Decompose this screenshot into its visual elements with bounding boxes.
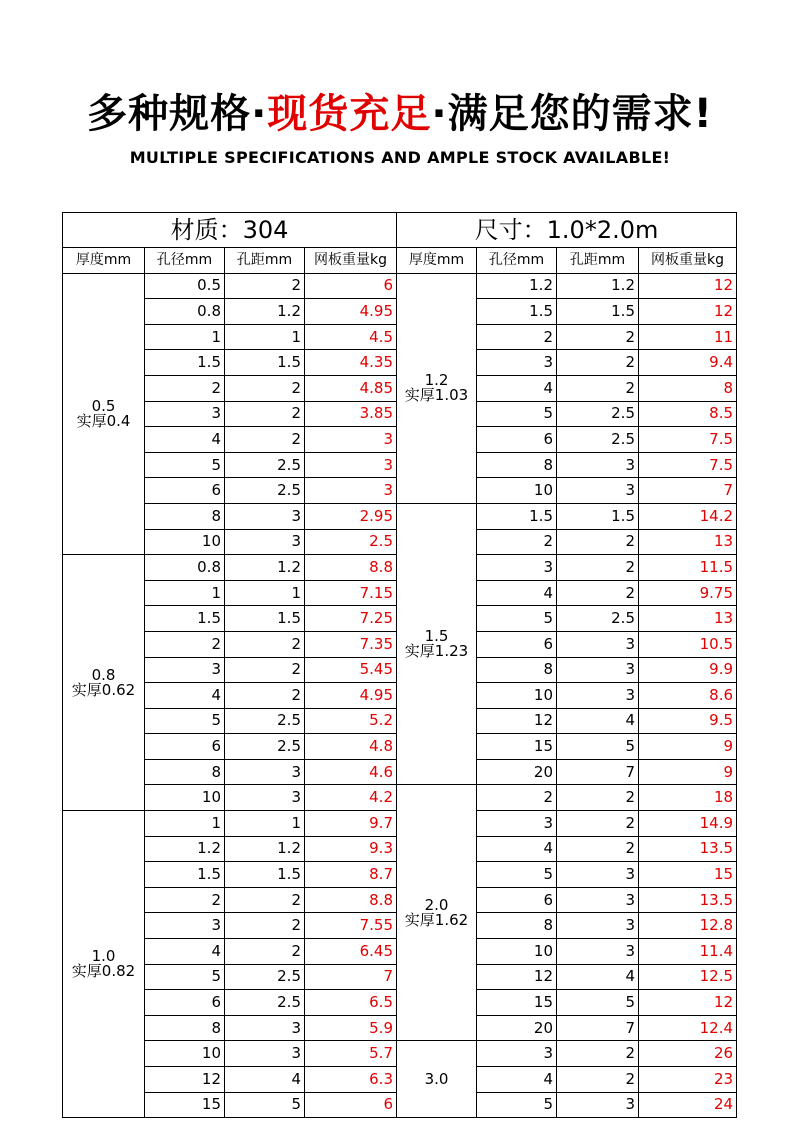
weight-cell: 9.9 [639,657,737,683]
weight-cell: 12.8 [639,913,737,939]
hole-diameter-cell: 12 [477,964,557,990]
actual-thickness: 实厚1.23 [404,642,469,661]
hole-diameter-cell: 4 [145,427,225,453]
hole-pitch-cell: 5 [557,734,639,760]
page-title [0,82,800,139]
weight-cell: 3.85 [305,401,397,427]
weight-cell: 7 [639,478,737,504]
thickness-value: 1.5 [424,627,449,646]
table-row [63,503,737,529]
hole-diameter-cell: 0.8 [145,299,225,325]
hole-diameter-cell: 6 [145,734,225,760]
hole-diameter-cell: 5 [477,401,557,427]
weight-cell: 6 [305,1092,397,1118]
hole-diameter-cell: 3 [145,913,225,939]
weight-cell: 8.8 [305,887,397,913]
actual-thickness: 实厚0.62 [71,680,136,699]
hole-diameter-cell: 3 [477,350,557,376]
hole-diameter-cell: 5 [477,1092,557,1118]
title-part-1: 多种规格· [87,91,268,137]
hole-pitch-cell: 2 [225,375,305,401]
weight-cell: 7.5 [639,452,737,478]
hole-pitch-cell: 1.2 [557,273,639,299]
weight-cell: 10.5 [639,631,737,657]
hole-diameter-cell: 8 [145,759,225,785]
hole-pitch-cell: 5 [557,990,639,1016]
hole-pitch-cell: 3 [557,939,639,965]
weight-cell: 4.85 [305,375,397,401]
hole-diameter-cell: 8 [477,452,557,478]
title-part-3: ·满足您的需求! [431,91,713,137]
hole-pitch-cell: 1.5 [557,299,639,325]
weight-cell: 13 [639,529,737,555]
weight-cell: 7.25 [305,606,397,632]
hole-pitch-cell: 2 [557,324,639,350]
hole-pitch-cell: 4 [225,1067,305,1093]
weight-cell: 12.5 [639,964,737,990]
hole-pitch-cell: 3 [225,503,305,529]
hole-diameter-cell: 1 [145,580,225,606]
hole-pitch-cell: 2.5 [225,452,305,478]
weight-cell: 8.6 [639,683,737,709]
weight-cell: 26 [639,1041,737,1067]
weight-cell: 11.5 [639,555,737,581]
weight-cell: 9.3 [305,836,397,862]
hole-pitch-cell: 3 [225,785,305,811]
hole-pitch-cell: 1.5 [225,862,305,888]
hole-diameter-cell: 3 [145,657,225,683]
spec-table [62,212,737,1118]
hole-pitch-cell: 2 [557,811,639,837]
hole-pitch-cell: 2 [225,913,305,939]
hole-diameter-cell: 15 [477,990,557,1016]
hole-diameter-cell: 20 [477,759,557,785]
hole-pitch-cell: 1.2 [225,299,305,325]
hole-pitch-cell: 2 [557,785,639,811]
hole-pitch-cell: 2 [225,683,305,709]
material-label: 材质：304 [63,213,397,248]
thickness-value: 1.2 [424,371,449,390]
weight-cell: 5.9 [305,1015,397,1041]
column-header: 厚度mm [63,248,145,274]
hole-diameter-cell: 0.8 [145,555,225,581]
weight-cell: 4.35 [305,350,397,376]
hole-diameter-cell: 1.5 [145,606,225,632]
hole-diameter-cell: 3 [477,811,557,837]
hole-pitch-cell: 2.5 [225,990,305,1016]
weight-cell: 24 [639,1092,737,1118]
weight-cell: 8 [639,375,737,401]
weight-cell: 4.5 [305,324,397,350]
weight-cell: 8.5 [639,401,737,427]
thickness-group-cell [63,555,145,811]
weight-cell: 4.2 [305,785,397,811]
column-header: 网板重量kg [639,248,737,274]
column-header: 孔距mm [225,248,305,274]
thickness-value: 3.0 [424,1069,449,1088]
hole-pitch-cell: 3 [557,683,639,709]
hole-pitch-cell: 1.5 [225,606,305,632]
weight-cell: 11.4 [639,939,737,965]
hole-pitch-cell: 3 [557,887,639,913]
thickness-group-cell [397,1041,477,1118]
hole-pitch-cell: 3 [225,1041,305,1067]
hole-pitch-cell: 1 [225,811,305,837]
hole-pitch-cell: 3 [557,452,639,478]
table-row [63,1041,737,1067]
hole-pitch-cell: 2 [557,1067,639,1093]
weight-cell: 9.5 [639,708,737,734]
hole-diameter-cell: 5 [145,708,225,734]
weight-cell: 18 [639,785,737,811]
weight-cell: 13.5 [639,836,737,862]
hole-diameter-cell: 1.5 [145,862,225,888]
weight-cell: 6.45 [305,939,397,965]
weight-cell: 12 [639,273,737,299]
hole-diameter-cell: 6 [477,631,557,657]
thickness-value: 2.0 [424,895,449,914]
column-header: 孔径mm [145,248,225,274]
hole-pitch-cell: 2.5 [225,478,305,504]
weight-cell: 7.5 [639,427,737,453]
hole-pitch-cell: 1 [225,324,305,350]
hole-diameter-cell: 6 [145,478,225,504]
hole-diameter-cell: 12 [145,1067,225,1093]
weight-cell: 3 [305,427,397,453]
weight-cell: 4.8 [305,734,397,760]
hole-pitch-cell: 2 [225,939,305,965]
hole-diameter-cell: 15 [477,734,557,760]
actual-thickness: 实厚1.03 [404,386,469,405]
hole-diameter-cell: 10 [477,478,557,504]
hole-diameter-cell: 2 [145,375,225,401]
hole-diameter-cell: 6 [477,427,557,453]
weight-cell: 9.75 [639,580,737,606]
hole-diameter-cell: 8 [477,657,557,683]
weight-cell: 6.3 [305,1067,397,1093]
hole-pitch-cell: 1.2 [225,836,305,862]
hole-pitch-cell: 2 [557,375,639,401]
weight-cell: 12.4 [639,1015,737,1041]
hole-pitch-cell: 3 [557,862,639,888]
actual-thickness: 实厚1.62 [404,910,469,929]
column-header: 孔径mm [477,248,557,274]
hole-pitch-cell: 2 [557,836,639,862]
weight-cell: 7.55 [305,913,397,939]
weight-cell: 7.15 [305,580,397,606]
hole-pitch-cell: 2 [557,529,639,555]
hole-pitch-cell: 2.5 [225,734,305,760]
hole-diameter-cell: 10 [477,939,557,965]
hole-diameter-cell: 5 [477,862,557,888]
hole-diameter-cell: 3 [145,401,225,427]
weight-cell: 5.7 [305,1041,397,1067]
hole-pitch-cell: 2.5 [557,427,639,453]
hole-diameter-cell: 4 [477,836,557,862]
weight-cell: 2.95 [305,503,397,529]
weight-cell: 12 [639,299,737,325]
hole-diameter-cell: 1 [145,811,225,837]
thickness-value: 1.0 [91,947,116,966]
page-subtitle: MULTIPLE SPECIFICATIONS AND AMPLE STOCK AVAILABLE! [129,148,671,167]
hole-pitch-cell: 2 [557,580,639,606]
hole-pitch-cell: 4 [557,964,639,990]
thickness-group-cell [63,273,145,555]
hole-diameter-cell: 2 [145,631,225,657]
hole-diameter-cell: 8 [145,503,225,529]
hole-pitch-cell: 2 [225,427,305,453]
actual-thickness: 实厚0.82 [71,962,136,981]
hole-pitch-cell: 3 [557,913,639,939]
hole-pitch-cell: 3 [225,759,305,785]
weight-cell: 3 [305,478,397,504]
hole-pitch-cell: 2 [225,273,305,299]
hole-diameter-cell: 4 [477,375,557,401]
hole-pitch-cell: 2.5 [557,401,639,427]
hole-pitch-cell: 5 [225,1092,305,1118]
hole-pitch-cell: 2 [557,1041,639,1067]
hole-diameter-cell: 3 [477,555,557,581]
weight-cell: 4.95 [305,683,397,709]
hole-pitch-cell: 2.5 [557,606,639,632]
hole-diameter-cell: 6 [477,887,557,913]
hole-pitch-cell: 2 [225,887,305,913]
hole-pitch-cell: 1.5 [225,350,305,376]
weight-cell: 5.45 [305,657,397,683]
weight-cell: 7 [305,964,397,990]
hole-diameter-cell: 4 [145,683,225,709]
table-row [63,785,737,811]
hole-diameter-cell: 10 [477,683,557,709]
hole-diameter-cell: 2 [145,887,225,913]
hole-pitch-cell: 7 [557,1015,639,1041]
weight-cell: 12 [639,990,737,1016]
weight-cell: 9.7 [305,811,397,837]
hole-pitch-cell: 3 [225,1015,305,1041]
hole-diameter-cell: 5 [145,964,225,990]
hole-diameter-cell: 5 [145,452,225,478]
hole-pitch-cell: 1.5 [557,503,639,529]
table-title-row [63,213,737,248]
hole-pitch-cell: 2 [225,401,305,427]
weight-cell: 9 [639,759,737,785]
actual-thickness: 实厚0.4 [76,411,131,430]
weight-cell: 8.7 [305,862,397,888]
hole-pitch-cell: 7 [557,759,639,785]
weight-cell: 4.95 [305,299,397,325]
table-row [63,273,737,299]
weight-cell: 6 [305,273,397,299]
weight-cell: 6.5 [305,990,397,1016]
weight-cell: 9.4 [639,350,737,376]
thickness-value: 0.5 [91,396,116,415]
weight-cell: 2.5 [305,529,397,555]
thickness-group-cell [397,503,477,785]
hole-diameter-cell: 12 [477,708,557,734]
hole-diameter-cell: 1 [145,324,225,350]
hole-diameter-cell: 2 [477,324,557,350]
hole-diameter-cell: 2 [477,529,557,555]
hole-diameter-cell: 3 [477,1041,557,1067]
column-header: 厚度mm [397,248,477,274]
thickness-value: 0.8 [91,665,116,684]
hole-pitch-cell: 3 [225,529,305,555]
hole-diameter-cell: 5 [477,606,557,632]
hole-diameter-cell: 4 [145,939,225,965]
weight-cell: 3 [305,452,397,478]
hole-pitch-cell: 2 [225,657,305,683]
hole-pitch-cell: 2 [225,631,305,657]
column-header: 网板重量kg [305,248,397,274]
hole-pitch-cell: 3 [557,631,639,657]
weight-cell: 4.6 [305,759,397,785]
hole-diameter-cell: 10 [145,785,225,811]
hole-diameter-cell: 8 [145,1015,225,1041]
hole-diameter-cell: 1.5 [477,503,557,529]
weight-cell: 8.8 [305,555,397,581]
hole-diameter-cell: 4 [477,1067,557,1093]
hole-pitch-cell: 2 [557,350,639,376]
spec-table-body [63,213,737,1118]
weight-cell: 14.2 [639,503,737,529]
hole-diameter-cell: 10 [145,1041,225,1067]
hole-pitch-cell: 3 [557,478,639,504]
hole-diameter-cell: 0.5 [145,273,225,299]
hole-diameter-cell: 4 [477,580,557,606]
weight-cell: 7.35 [305,631,397,657]
weight-cell: 9 [639,734,737,760]
hole-diameter-cell: 10 [145,529,225,555]
weight-cell: 13.5 [639,887,737,913]
weight-cell: 5.2 [305,708,397,734]
column-header: 孔距mm [557,248,639,274]
hole-diameter-cell: 20 [477,1015,557,1041]
hole-diameter-cell: 1.2 [145,836,225,862]
hole-pitch-cell: 3 [557,1092,639,1118]
weight-cell: 14.9 [639,811,737,837]
hole-diameter-cell: 1.2 [477,273,557,299]
title-highlight: 现货充足 [267,91,432,137]
thickness-group-cell [63,811,145,1118]
hole-diameter-cell: 15 [145,1092,225,1118]
hole-diameter-cell: 1.5 [477,299,557,325]
weight-cell: 23 [639,1067,737,1093]
size-label: 尺寸：1.0*2.0m [397,213,737,248]
weight-cell: 11 [639,324,737,350]
hole-pitch-cell: 2.5 [225,964,305,990]
weight-cell: 15 [639,862,737,888]
hole-pitch-cell: 1 [225,580,305,606]
hole-diameter-cell: 2 [477,785,557,811]
thickness-group-cell [397,273,477,503]
weight-cell: 13 [639,606,737,632]
hole-diameter-cell: 6 [145,990,225,1016]
hole-pitch-cell: 2.5 [225,708,305,734]
column-header-row [63,248,737,274]
thickness-group-cell [397,785,477,1041]
hole-diameter-cell: 8 [477,913,557,939]
hole-diameter-cell: 1.5 [145,350,225,376]
hole-pitch-cell: 4 [557,708,639,734]
hole-pitch-cell: 2 [557,555,639,581]
hole-pitch-cell: 1.2 [225,555,305,581]
hole-pitch-cell: 3 [557,657,639,683]
